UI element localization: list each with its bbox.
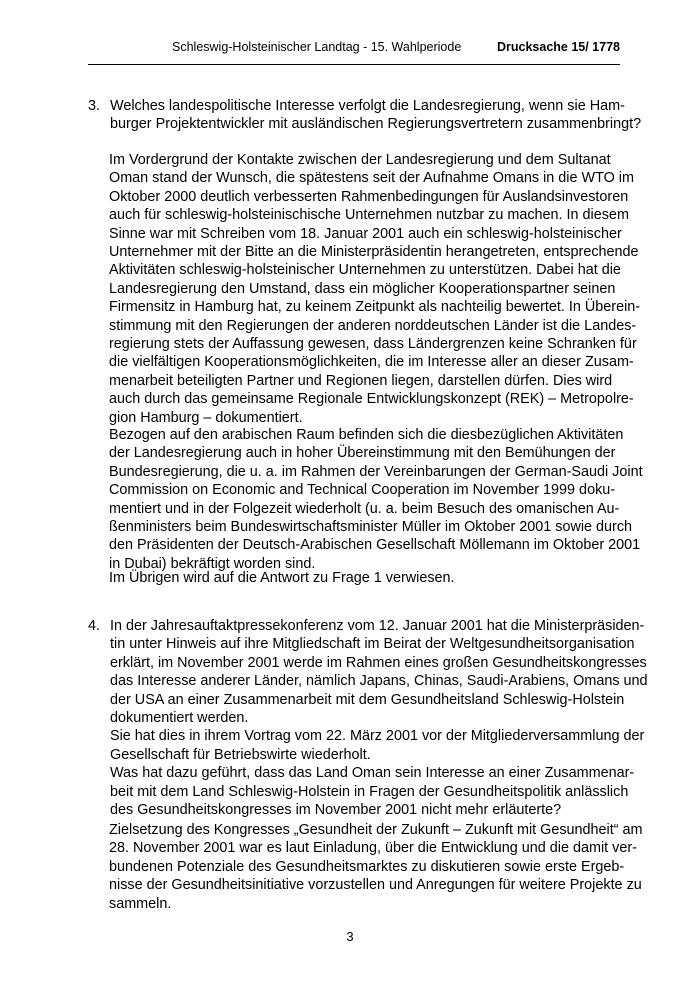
text-line: Gesellschaft für Betriebswirte wiederholt. xyxy=(110,746,371,763)
question-4 xyxy=(88,617,648,827)
question-3 xyxy=(88,97,642,137)
text-line: nisse der Gesundheitsinitiative vorzustellen und Anregungen für weitere Projekte zu xyxy=(109,877,642,894)
text-line: menarbeit beteiligten Partner und Regionen liegen, darstellen dürfen. Dies wird xyxy=(109,372,613,389)
text-line: die vielfältigen Kooperationsmöglichkeiten, die im Interesse aller an dieser Zusam- xyxy=(109,354,634,371)
page-number: 3 xyxy=(346,929,354,944)
answer-4-paragraph xyxy=(109,821,643,913)
text-line: Bundesregierung, die u. a. im Rahmen der Vereinbarungen der German-Saudi Joint xyxy=(109,463,643,480)
page-header xyxy=(88,40,620,65)
text-line: das Interesse anderer Länder, nämlich Japans, Chinas, Saudi-Arabiens, Omans und xyxy=(110,673,648,690)
drucksache-number: Drucksache 15/ 1778 xyxy=(496,40,620,54)
text-line: der Landesregierung auch in hoher Übereinstimmung mit den Bemühungen der xyxy=(109,445,616,462)
text-line: Landesregierung den Umstand, dass ein möglicher Kooperationspartner seinen xyxy=(109,280,616,297)
question-text xyxy=(110,97,642,134)
text-line: tin unter Hinweis auf ihre Mitgliedschaft im Beirat der Weltgesundheitsorganisation xyxy=(110,636,635,653)
text-line: erklärt, im November 2001 werde im Rahmen eines großen Gesundheitskongresses xyxy=(110,654,647,671)
question-number: 4. xyxy=(88,618,101,634)
question-number: 3. xyxy=(88,98,101,114)
text-line: in Dubai) bekräftigt worden sind. xyxy=(109,555,316,572)
answer-3-paragraph-1 xyxy=(109,151,641,427)
text-line: ßenministers beim Bundeswirtschaftsminister Müller im Oktober 2001 sowie durch xyxy=(109,519,633,536)
text-line: Was hat dazu geführt, dass das Land Oman sein Interesse an einer Zusammenar- xyxy=(110,765,635,782)
answer-3-paragraph-3 xyxy=(109,569,623,587)
text-line: mentiert und in der Folgezeit wiederholt (u. a. beim Besuch des omanischen Au- xyxy=(109,500,620,517)
text-line: auch durch das gemeinsame Regionale Entwicklungskonzept (REK) – Metropolre- xyxy=(109,391,634,408)
text-line: Oman stand der Wunsch, die spätestens seit der Aufnahme Omans in die WTO im xyxy=(109,170,634,187)
text-line: Oktober 2000 deutlich verbesserten Rahmenbedingungen für Auslandsinvestoren xyxy=(109,188,629,205)
text-line: Aktivitäten schleswig-holsteinischer Unternehmen zu unterstützen. Dabei hat die xyxy=(109,262,621,279)
text-line: den Präsidenten der Deutsch-Arabischen Gesellschaft Möllemann im Oktober 2001 xyxy=(109,537,641,554)
text-line: Sie hat dies in ihrem Vortrag vom 22. März 2001 vor der Mitgliederversammlung der xyxy=(110,728,645,745)
text-line: Im Vordergrund der Kontakte zwischen der Landesregierung und dem Sultanat xyxy=(109,152,611,168)
text-line: Im Übrigen wird auf die Antwort zu Frage 1 verwiesen. xyxy=(109,570,455,586)
question-text xyxy=(110,617,648,819)
text-line: stimmung mit den Regierungen der anderen norddeutschen Länder ist die Landes- xyxy=(109,317,637,334)
text-line: Zielsetzung des Kongresses „Gesundheit der Zukunft – Zukunft mit Gesundheit“ am xyxy=(109,822,643,838)
text-line: Welches landespolitische Interesse verfolgt die Landesregierung, wenn sie Ham- xyxy=(110,98,625,114)
text-line: bundenen Potenziale des Gesundheitsmarktes zu diskutieren sowie erste Ergeb- xyxy=(109,858,625,875)
text-line: regierung stets der Auffassung gewesen, dass Ländergrenzen keine Schranken für xyxy=(109,336,637,353)
text-line: Bezogen auf den arabischen Raum befinden sich die diesbezüglichen Aktivitäten xyxy=(109,427,624,443)
text-line: Sinne war mit Schreiben vom 18. Januar 2001 auch ein schleswig-holsteinischer xyxy=(109,225,622,242)
text-line: Firmensitz in Hamburg hat, zu keinem Zeitpunkt als nachteilig bewertet. In Überein- xyxy=(109,299,641,316)
text-line: sammeln. xyxy=(109,895,172,912)
text-line: Unternehmer mit der Bitte an die Ministerpräsidentin herangetreten, entsprechende xyxy=(109,244,639,261)
text-line: dokumentiert werden. xyxy=(110,710,249,727)
text-line: gion Hamburg – dokumentiert. xyxy=(109,409,303,426)
header-title: Schleswig-Holsteinischer Landtag - 15. Wahlperiode xyxy=(172,40,462,54)
text-line: Commission on Economic and Technical Cooperation im November 1999 doku- xyxy=(109,482,616,499)
text-line: auch für schleswig-holsteinischische Unternehmen nutzbar zu machen. In diesem xyxy=(109,207,629,224)
text-line: des Gesundheitskongresses im November 2001 nicht mehr erläuterte? xyxy=(110,802,562,819)
text-line: 28. November 2001 war es laut Einladung, über die Entwicklung und die damit ver- xyxy=(109,840,637,857)
text-line: beit mit dem Land Schleswig-Holstein in Fragen der Gesundheitspolitik anlässlich xyxy=(110,783,629,800)
text-line: In der Jahresauftaktpressekonferenz vom 12. Januar 2001 hat die Ministerpräsiden- xyxy=(110,618,645,634)
answer-3-paragraph-2 xyxy=(109,426,643,573)
text-line: burger Projektentwickler mit ausländischen Regierungsvertretern zusammenbringt? xyxy=(110,116,642,133)
text-line: der USA an einer Zusammenarbeit mit dem Gesundheitsland Schleswig-Holstein xyxy=(110,691,625,708)
